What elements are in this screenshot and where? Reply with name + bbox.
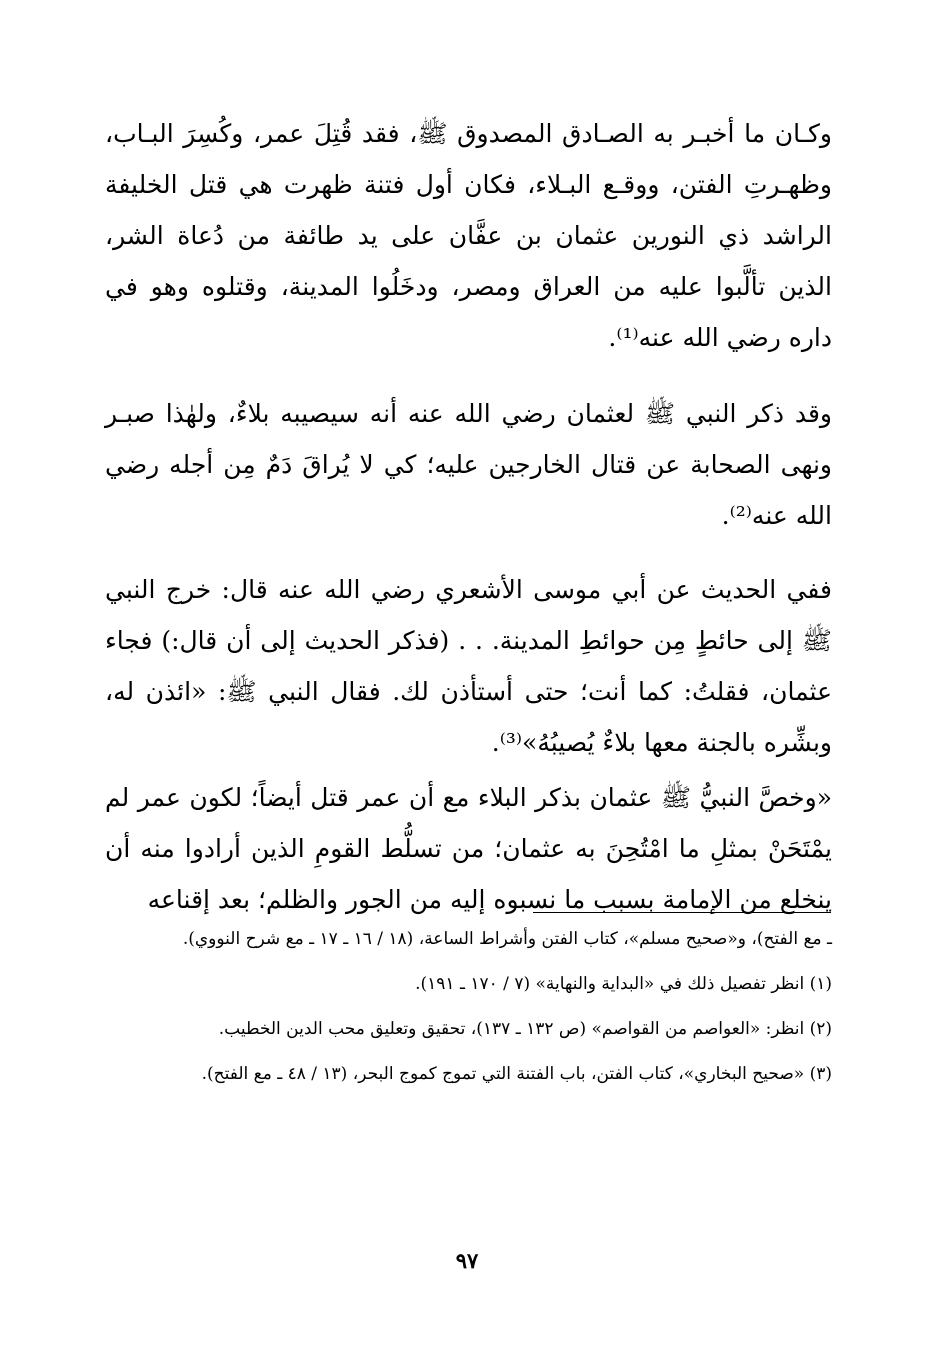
main-text <box>105 108 832 925</box>
paragraph: ففي الحديث عن أبي موسى الأشعري رضي الله عنه قال: خرج النبي ﷺ إلى حائطٍ مِن حوائطِ المدينة. . . (فذكر الحديث إلى أن قال:) فجاء عثمان، فقلتُ: كما أنت؛ حتى أستأذن لك. فقال النبي ﷺ: «ائذن له، وبشِّره بالجنة معها بلاءٌ يُصيبُهُ»⁽³⁾. <box>105 575 832 757</box>
footnote: (١) انظر تفصيل ذلك في «البداية والنهاية» (٧ / ١٧٠ ـ ١٩١). <box>415 974 832 994</box>
page-number: ٩٧ <box>455 1248 479 1273</box>
paragraph: وكـان ما أخبـر به الصـادق المصدوق ﷺ، فقد قُتِلَ عمر، وكُسِرَ البـاب، وظهـرتِ الفتن، ووقـع البـلاء، فكان أول فتنة ظهرت هي قتل الخليفة الراشد ذي النورين عثمان بن عفَّان على يد طائفة من دُعاة الشر، الذين تألَّبوا عليه من العراق ومصر، ودخَلُوا المدينة، وقتلوه وهو في داره رضي الله عنه⁽¹⁾. <box>105 119 832 352</box>
footnotes <box>105 920 832 1093</box>
footnote-separator <box>533 912 831 913</box>
paragraph: وقد ذكر النبي ﷺ لعثمان رضي الله عنه أنه سيصيبه بلاءٌ، ولهٰذا صبـر ونهى الصحابة عن قتال الخارجين عليه؛ كي لا يُراقَ دَمٌ مِن أجله رضي الله عنه⁽²⁾. <box>105 399 832 530</box>
paragraph: «وخصَّ النبيُّ ﷺ عثمان بذكر البلاء مع أن عمر قتل أيضاً؛ لكون عمر لم يمْتَحَنْ بمثلِ ما امْتُحِنَ به عثمان؛ من تسلُّط القومِ الذين أرادوا منه أن ينخلع من الإمامة بسبب ما نسبوه إليه من الجور والظلم؛ بعد إقناعه <box>105 783 832 914</box>
footnote: ـ مع الفتح)، و«صحيح مسلم»، كتاب الفتن وأشراط الساعة، (١٨ / ١٦ ـ ١٧ ـ مع شرح النووي). <box>182 929 832 949</box>
footnote: (٢) انظر: «العواصم من القواصم» (ص ١٣٢ ـ ١٣٧)، تحقيق وتعليق محب الدين الخطيب. <box>218 1019 832 1039</box>
footnote: (٣) «صحيح البخاري»، كتاب الفتن، باب الفتنة التي تموج كموج البحر، (١٣ / ٤٨ ـ مع الفتح). <box>201 1064 832 1084</box>
